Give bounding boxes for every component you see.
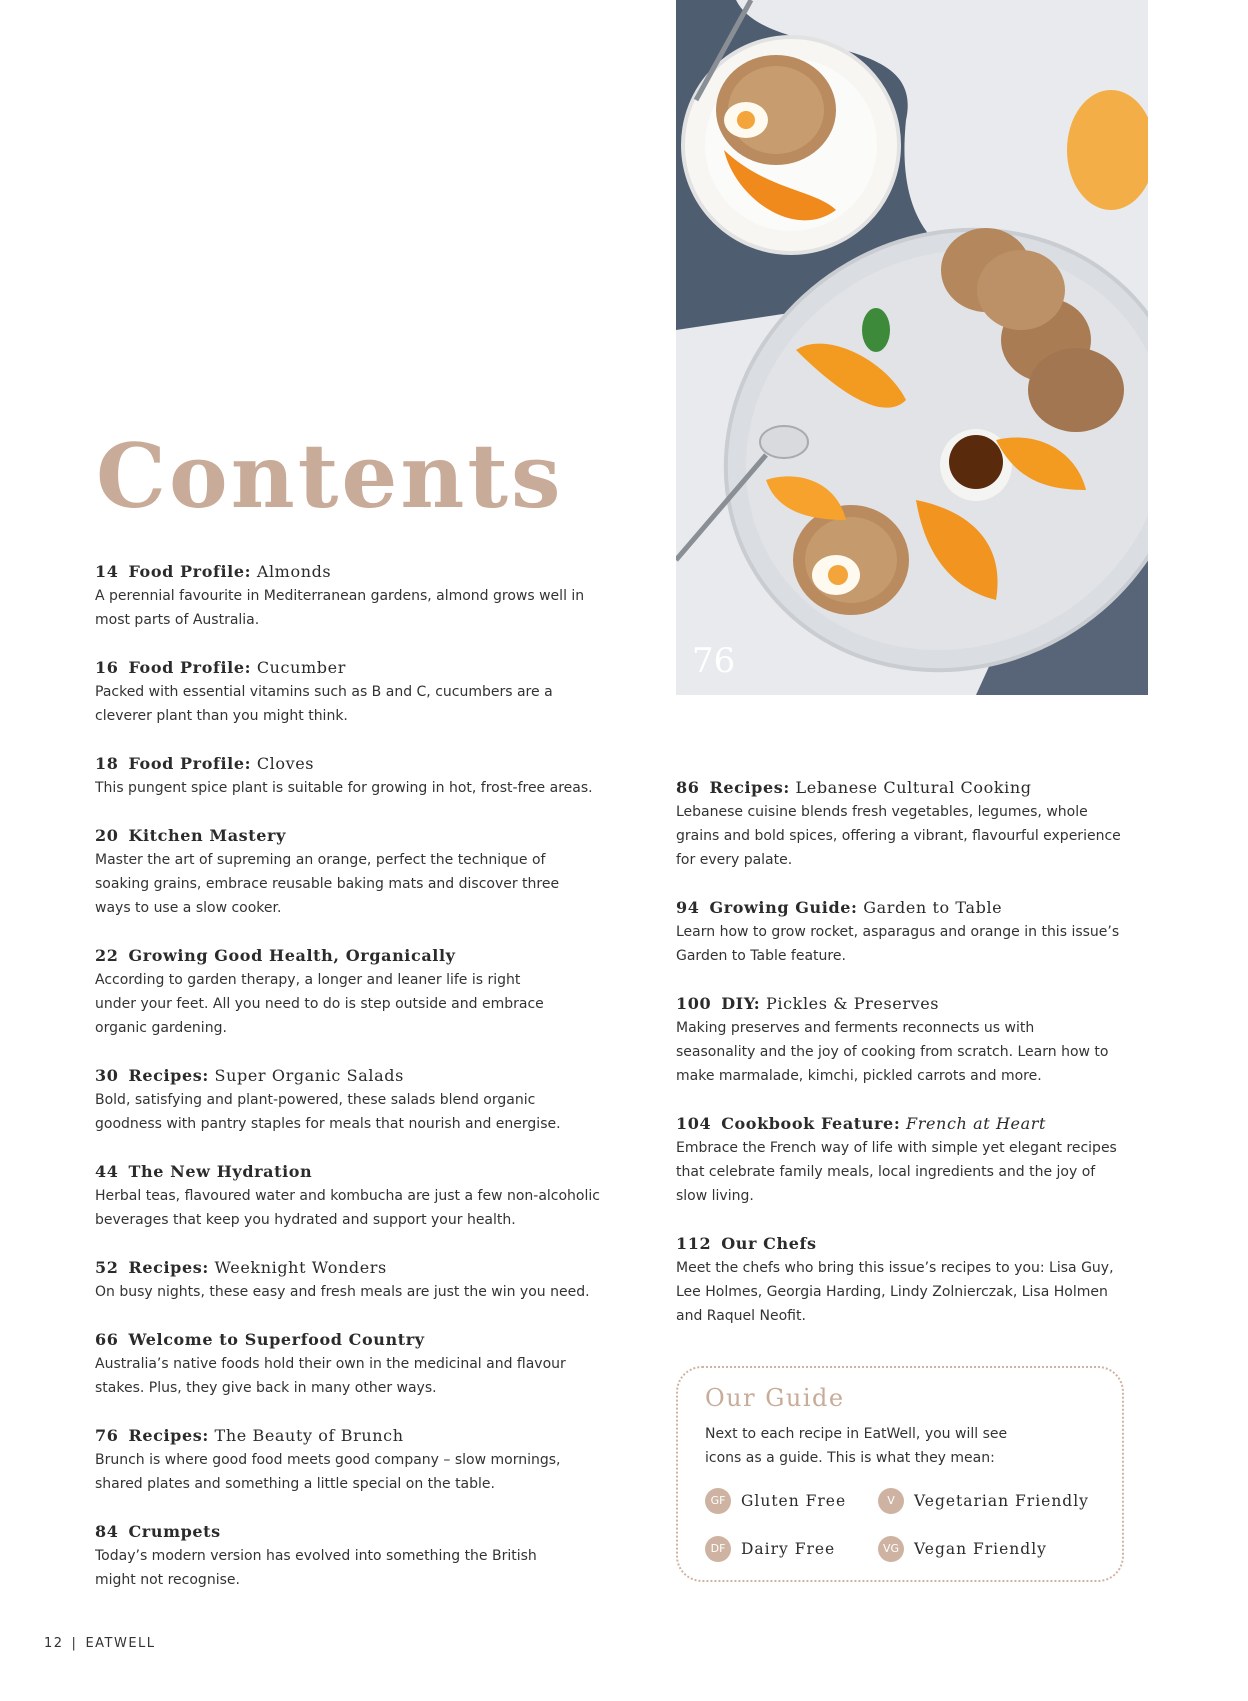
photo-page-number: 76 <box>692 641 736 681</box>
toc-desc-line: cleverer plant than you might think. <box>95 708 348 724</box>
toc-entry-label: Kitchen Mastery <box>128 826 286 845</box>
toc-desc-line: that celebrate family meals, local ingredients and the joy of <box>676 1164 1096 1180</box>
toc-entry-description <box>676 1016 1146 1088</box>
toc-entry-topic: Lebanese Cultural Cooking <box>795 778 1032 797</box>
toc-entry-heading <box>95 656 615 680</box>
toc-desc-line: Making preserves and ferments reconnects us with <box>676 1020 1035 1036</box>
toc-desc-line: Bold, satisfying and plant-powered, these salads blend organic <box>95 1092 536 1108</box>
vegetarian-icon: V <box>878 1488 904 1514</box>
toc-desc-line: organic gardening. <box>95 1020 227 1036</box>
toc-entry-label: Growing Good Health, Organically <box>128 946 456 965</box>
toc-page-number: 30 <box>95 1066 119 1085</box>
toc-entry-crumpets[interactable] <box>95 1520 615 1592</box>
toc-entry-new-hydration[interactable] <box>95 1160 615 1256</box>
toc-entry-kitchen-mastery[interactable] <box>95 824 615 944</box>
toc-desc-line: Meet the chefs who bring this issue’s recipes to you: Lisa Guy, <box>676 1260 1114 1276</box>
toc-entry-topic: The Beauty of Brunch <box>214 1426 404 1445</box>
toc-entry-topic: Cloves <box>256 754 315 773</box>
toc-page-number: 112 <box>676 1234 712 1253</box>
toc-entry-pickles-preserves[interactable] <box>676 992 1146 1112</box>
toc-entry-organic-salads[interactable] <box>95 1064 615 1160</box>
toc-page-number: 104 <box>676 1114 712 1133</box>
toc-entry-label: Growing Guide: <box>709 898 858 917</box>
toc-desc-line: A perennial favourite in Mediterranean gardens, almond grows well in <box>95 588 585 604</box>
toc-entry-heading <box>95 944 615 968</box>
toc-entry-label: Our Chefs <box>721 1234 817 1253</box>
toc-entry-label: DIY: <box>721 994 761 1013</box>
toc-entry-description <box>95 848 615 920</box>
toc-entry-superfood-country[interactable] <box>95 1328 615 1424</box>
toc-desc-line: According to garden therapy, a longer and leaner life is right <box>95 972 521 988</box>
toc-desc-line: This pungent spice plant is suitable for growing in hot, frost-free areas. <box>95 780 593 796</box>
toc-entry-description <box>676 1136 1146 1208</box>
legend-vegetarian-friendly <box>878 1488 1089 1514</box>
toc-entry-heading <box>676 1112 1146 1136</box>
toc-entry-description <box>95 1088 615 1136</box>
toc-desc-line: On busy nights, these easy and fresh meals are just the win you need. <box>95 1284 590 1300</box>
toc-entry-label: Recipes: <box>128 1426 209 1445</box>
toc-entry-description <box>95 1184 615 1232</box>
toc-entry-cookbook-feature[interactable] <box>676 1112 1146 1232</box>
toc-page-number: 94 <box>676 898 700 917</box>
toc-desc-line: under your feet. All you need to do is step outside and embrace <box>95 996 544 1012</box>
footer-separator: | <box>71 1636 78 1651</box>
toc-entry-description <box>95 968 615 1040</box>
toc-entry-description <box>676 1256 1146 1328</box>
toc-desc-line: ways to use a slow cooker. <box>95 900 282 916</box>
toc-page-number: 44 <box>95 1162 119 1181</box>
toc-desc-line: and Raquel Neofit. <box>676 1308 806 1324</box>
legend-label: Vegetarian Friendly <box>914 1492 1089 1510</box>
toc-page-number: 86 <box>676 778 700 797</box>
toc-page-number: 20 <box>95 826 119 845</box>
toc-entry-heading <box>95 752 615 776</box>
toc-desc-line: Herbal teas, flavoured water and kombucha are just a few non-alcoholic <box>95 1188 600 1204</box>
toc-entry-topic: Pickles & Preserves <box>766 994 940 1013</box>
brunch-photo <box>676 0 1148 695</box>
toc-entry-heading <box>676 896 1146 920</box>
toc-entry-label: Recipes: <box>128 1066 209 1085</box>
toc-entry-heading <box>95 1256 615 1280</box>
toc-desc-line: for every palate. <box>676 852 793 868</box>
toc-desc-line: Master the art of supreming an orange, perfect the technique of <box>95 852 546 868</box>
vegan-icon: VG <box>878 1536 904 1562</box>
legend-label: Gluten Free <box>741 1492 847 1510</box>
toc-entry-garden-to-table[interactable] <box>676 896 1146 992</box>
toc-page-number: 84 <box>95 1522 119 1541</box>
toc-desc-line: Lee Holmes, Georgia Harding, Lindy Zolnierczak, Lisa Holmen <box>676 1284 1108 1300</box>
toc-entry-heading <box>95 1160 615 1184</box>
toc-desc-line: make marmalade, kimchi, pickled carrots and more. <box>676 1068 1042 1084</box>
toc-entry-heading <box>95 1520 615 1544</box>
toc-entry-label: Food Profile: <box>128 658 252 677</box>
toc-entry-description <box>676 800 1146 872</box>
toc-entry-heading <box>95 560 615 584</box>
toc-desc-line: most parts of Australia. <box>95 612 260 628</box>
toc-desc-line: seasonality and the joy of cooking from scratch. Learn how to <box>676 1044 1109 1060</box>
toc-entry-topic: Super Organic Salads <box>214 1066 404 1085</box>
toc-entry-label: Recipes: <box>709 778 790 797</box>
toc-page-number: 14 <box>95 562 119 581</box>
toc-entry-label: Crumpets <box>128 1522 221 1541</box>
toc-page-number: 52 <box>95 1258 119 1277</box>
gluten-free-icon: GF <box>705 1488 731 1514</box>
toc-entry-heading <box>95 1328 615 1352</box>
toc-page-number: 16 <box>95 658 119 677</box>
toc-entry-label: Cookbook Feature: <box>721 1114 901 1133</box>
toc-entry-label: Food Profile: <box>128 754 252 773</box>
toc-entry-heading <box>676 992 1146 1016</box>
toc-page-number: 100 <box>676 994 712 1013</box>
toc-entry-label: Food Profile: <box>128 562 252 581</box>
toc-entry-topic: Cucumber <box>256 658 346 677</box>
toc-entry-label: Recipes: <box>128 1258 209 1277</box>
legend-vegan-friendly <box>878 1536 1047 1562</box>
toc-entry-topic: French at Heart <box>906 1114 1046 1133</box>
toc-entry-lebanese-cooking[interactable] <box>676 776 1146 896</box>
dairy-free-icon: DF <box>705 1536 731 1562</box>
page-footer <box>44 1636 156 1651</box>
toc-page-number: 76 <box>95 1426 119 1445</box>
toc-page-number: 66 <box>95 1330 119 1349</box>
toc-desc-line: slow living. <box>676 1188 754 1204</box>
toc-entry-topic: Garden to Table <box>863 898 1003 917</box>
guide-text-line: Next to each recipe in EatWell, you will see <box>705 1426 1008 1442</box>
toc-entry-description <box>95 1544 615 1592</box>
toc-entry-topic: Almonds <box>256 562 332 581</box>
toc-desc-line: Australia’s native foods hold their own in the medicinal and flavour <box>95 1356 566 1372</box>
toc-page-number: 22 <box>95 946 119 965</box>
toc-entry-description <box>95 776 615 800</box>
toc-desc-line: Embrace the French way of life with simple yet elegant recipes <box>676 1140 1117 1156</box>
guide-text-line: icons as a guide. This is what they mean: <box>705 1450 995 1466</box>
toc-desc-line: Lebanese cuisine blends fresh vegetables, legumes, whole <box>676 804 1088 820</box>
guide-description <box>705 1422 1045 1470</box>
toc-entry-description <box>95 1352 615 1400</box>
toc-entry-beauty-of-brunch[interactable] <box>95 1424 615 1520</box>
toc-desc-line: Packed with essential vitamins such as B and C, cucumbers are a <box>95 684 553 700</box>
toc-entry-cloves[interactable] <box>95 752 615 824</box>
toc-entry-description <box>95 1448 615 1496</box>
toc-desc-line: stakes. Plus, they give back in many other ways. <box>95 1380 437 1396</box>
toc-desc-line: soaking grains, embrace reusable baking mats and discover three <box>95 876 560 892</box>
toc-page-number: 18 <box>95 754 119 773</box>
toc-entry-weeknight-wonders[interactable] <box>95 1256 615 1328</box>
our-guide-box <box>676 1366 1124 1582</box>
toc-entry-almonds[interactable] <box>95 560 615 656</box>
toc-desc-line: shared plates and something a little special on the table. <box>95 1476 495 1492</box>
toc-entry-growing-good-health[interactable] <box>95 944 615 1064</box>
toc-entry-label: Welcome to Superfood Country <box>128 1330 425 1349</box>
legend-label: Vegan Friendly <box>914 1540 1047 1558</box>
toc-entry-heading <box>95 1064 615 1088</box>
toc-entry-heading <box>95 1424 615 1448</box>
toc-desc-line: Learn how to grow rocket, asparagus and orange in this issue’s <box>676 924 1120 940</box>
legend-dairy-free <box>705 1536 835 1562</box>
toc-desc-line: grains and bold spices, offering a vibrant, flavourful experience <box>676 828 1121 844</box>
footer-magazine-name: EATWELL <box>85 1636 156 1651</box>
toc-entry-our-chefs[interactable] <box>676 1232 1146 1328</box>
toc-entry-heading <box>676 1232 1146 1256</box>
footer-page-number: 12 <box>44 1636 64 1651</box>
toc-entry-topic: Weeknight Wonders <box>214 1258 387 1277</box>
toc-desc-line: Garden to Table feature. <box>676 948 846 964</box>
contents-left-column <box>95 560 615 1592</box>
toc-entry-description <box>95 584 615 632</box>
toc-entry-description <box>676 920 1146 968</box>
contents-right-column <box>676 776 1146 1328</box>
toc-entry-heading <box>95 824 615 848</box>
toc-desc-line: beverages that keep you hydrated and support your health. <box>95 1212 516 1228</box>
toc-entry-label: The New Hydration <box>128 1162 313 1181</box>
guide-title: Our Guide <box>705 1384 845 1412</box>
toc-entry-cucumber[interactable] <box>95 656 615 752</box>
toc-entry-heading <box>676 776 1146 800</box>
legend-label: Dairy Free <box>741 1540 836 1558</box>
legend-gluten-free <box>705 1488 846 1514</box>
toc-entry-description <box>95 680 615 728</box>
toc-desc-line: Today’s modern version has evolved into something the British <box>95 1548 537 1564</box>
toc-desc-line: goodness with pantry staples for meals that nourish and energise. <box>95 1116 561 1132</box>
toc-desc-line: might not recognise. <box>95 1572 240 1588</box>
toc-entry-description <box>95 1280 615 1304</box>
page-title: Contents <box>96 424 564 528</box>
toc-desc-line: Brunch is where good food meets good company – slow mornings, <box>95 1452 561 1468</box>
